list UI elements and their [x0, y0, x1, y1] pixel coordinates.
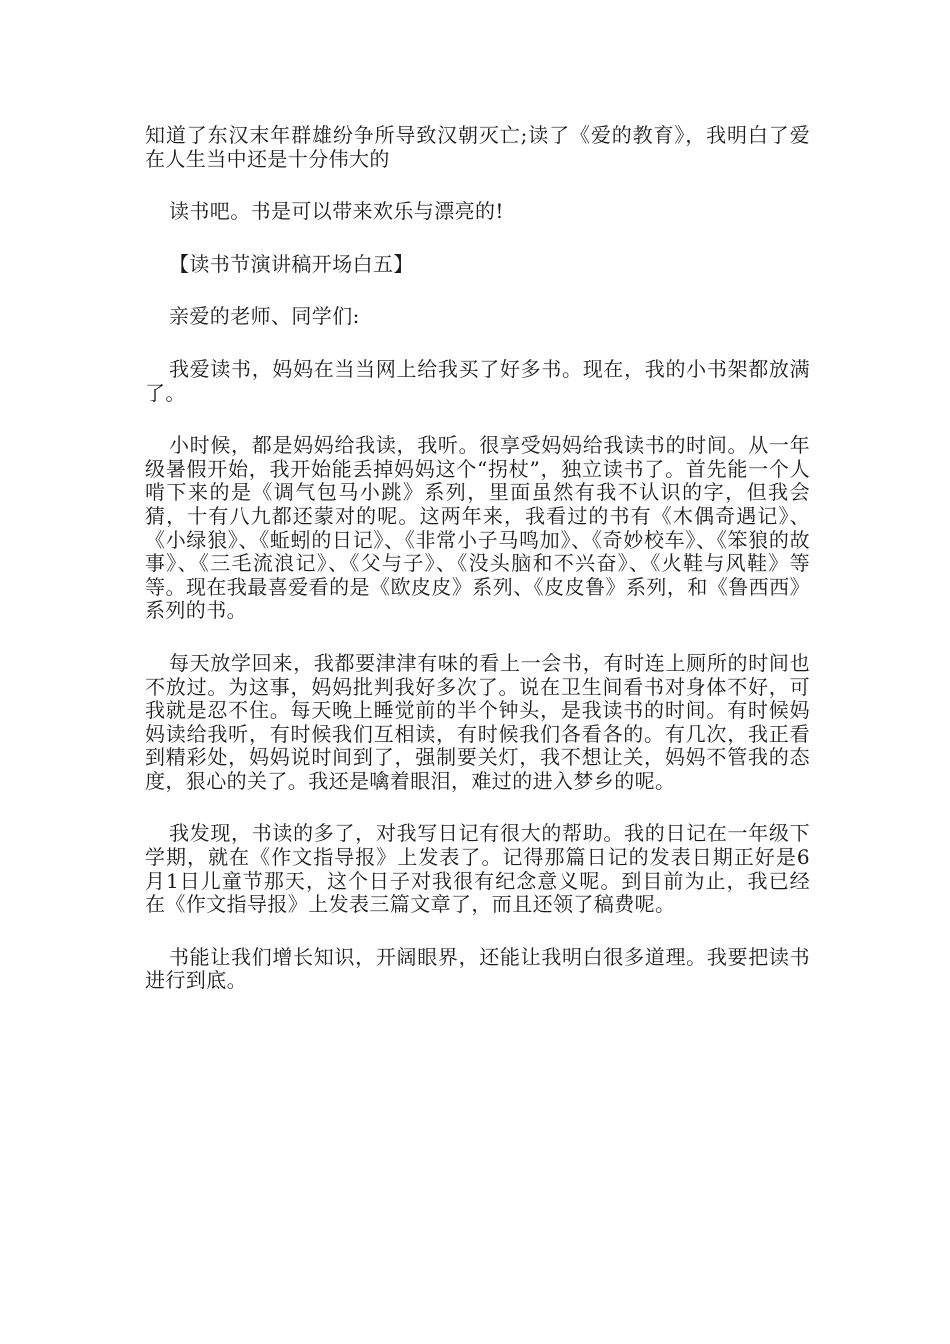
- paragraph: 小时候，都是妈妈给我读，我听。很享受妈妈给我读书的时间。从一年级暑假开始，我开始能丢掉妈妈这个“拐杖”，独立读书了。首先能一个人啃下来的是《调气包马小跳》系列，里面虽然有我不认识的字，但我会猜，十有八九都还蒙对的呢。这两年来，我看过的书有《木偶奇遇记》、《小绿狼》、《蚯蚓的日记》、《非常小子马鸣加》、《奇妙校车》、《笨狼的故事》、《三毛流浪记》、《父与子》、《没头脑和不兴奋》、《火鞋与风鞋》等等。现在我最喜爱看的是《欧皮皮》系列、《皮皮鲁》系列，和《鲁西西》系列的书。: [145, 433, 810, 623]
- paragraph: 每天放学回来，我都要津津有味的看上一会书，有时连上厕所的时间也不放过。为这事，妈妈批判我好多次了。说在卫生间看书对身体不好，可我就是忍不住。每天晚上睡觉前的半个钟头，是我读书的时间。有时候妈妈读给我听，有时候我们互相读，有时候我们各看各的。有几次，我正看到精彩处，妈妈说时间到了，强制要关灯，我不想让关，妈妈不管我的态度，狠心的关了。我还是噙着眼泪，难过的进入梦乡的呢。: [145, 650, 810, 793]
- section-heading: 【读书节演讲稿开场白五】: [169, 251, 414, 276]
- paragraph-continuation: 知道了东汉末年群雄纷争所导致汉朝灭亡;读了《爱的教育》，我明白了爱在人生当中还是十分伟大的: [145, 123, 810, 171]
- document-body: [145, 124, 810, 1022]
- paragraph-conclusion: 书能让我们增长知识，开阔眼界，还能让我明白很多道理。我要把读书进行到底。: [145, 944, 810, 993]
- paragraph: 我发现，书读的多了，对我写日记有很大的帮助。我的日记在一年级下学期，就在《作文指导报》上发表了。记得那篇日记的发表日期正好是6月1日儿童节那天，这个日子对我很有纪念意义呢。到目前为止，我已经在《作文指导报》上发表三篇文章了，而且还领了稿费呢。: [145, 821, 810, 917]
- paragraph-closing-line: 读书吧。书是可以带来欢乐与漂亮的!: [169, 199, 504, 224]
- paragraph: 我爱读书，妈妈在当当网上给我买了好多书。现在，我的小书架都放满了。: [145, 356, 810, 405]
- salutation: 亲爱的老师、同学们:: [169, 304, 360, 329]
